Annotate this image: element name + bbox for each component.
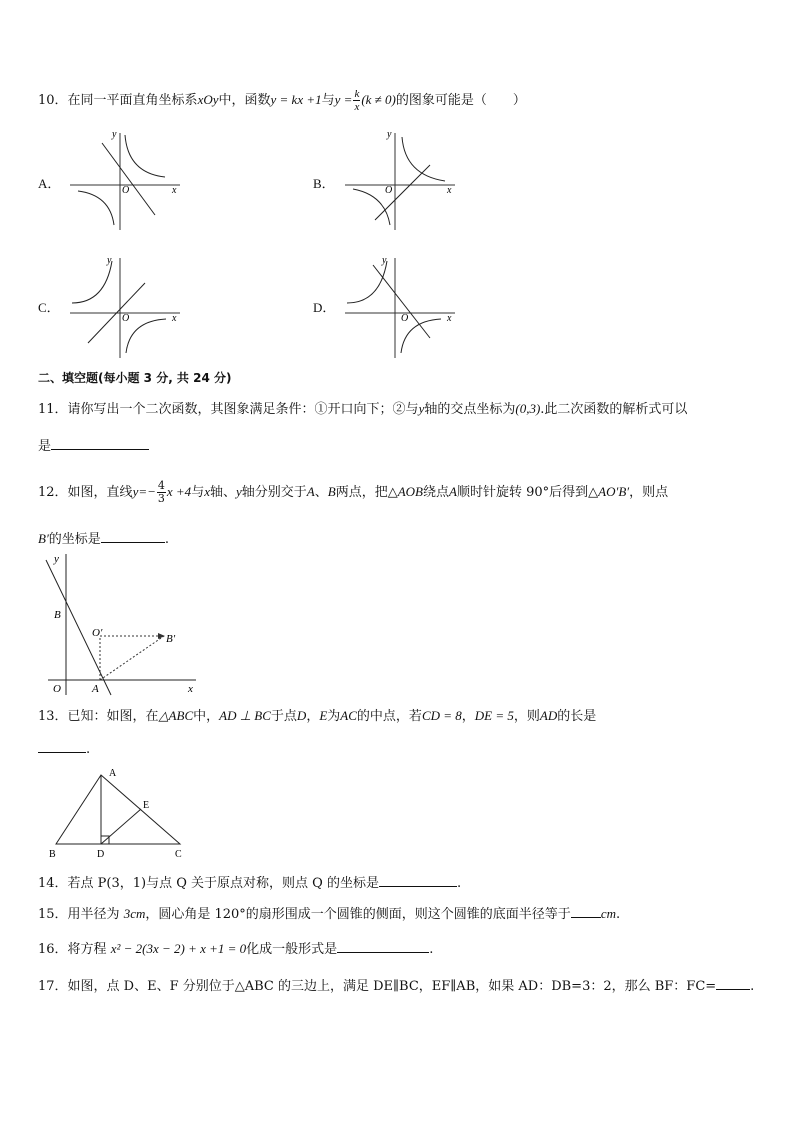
question-number: 16． <box>38 942 68 957</box>
svg-text:x: x <box>447 313 452 324</box>
fraction-k-over-x: $\frac{k}{x}$ <box>354 88 360 113</box>
question-number: 10． <box>38 93 68 108</box>
question-12-figure <box>38 550 208 700</box>
question-number: 14． <box>38 876 68 891</box>
question-17-stem: 17．如图，点 D、E、F 分别位于△ABC 的三边上，满足 DE∥BC，EF∥AB，如果 AD：DB=3：2，那么 BF：FC= . <box>38 979 755 994</box>
option-d-label: D． <box>313 300 336 315</box>
coordinate-system: xOy <box>197 92 219 107</box>
fraction-four-thirds: $\frac{4}{3}$ <box>157 479 165 505</box>
question-number: 13． <box>38 709 68 724</box>
svg-text:B: B <box>49 849 56 860</box>
svg-text:B′: B′ <box>166 633 176 645</box>
svg-text:O: O <box>122 185 130 196</box>
svg-text:A: A <box>92 683 99 695</box>
svg-text:O: O <box>122 313 130 324</box>
svg-text:O′: O′ <box>92 627 103 639</box>
answer-blank[interactable] <box>51 437 149 450</box>
svg-text:B: B <box>54 609 61 621</box>
option-b-graph <box>335 125 465 235</box>
svg-text:x: x <box>172 185 177 196</box>
answer-blank[interactable] <box>716 977 750 990</box>
question-11-stem: 11．请你写出一个二次函数，其图象满足条件：①开口向下；②与y轴的交点坐标为(0,3).此二次函数的解析式可以 <box>38 401 688 417</box>
question-13-figure <box>40 762 200 862</box>
svg-text:x: x <box>447 185 452 196</box>
option-a-graph <box>60 125 190 235</box>
answer-blank[interactable] <box>101 530 165 543</box>
question-number: 15． <box>38 907 68 922</box>
option-b-label: B． <box>313 176 335 191</box>
question-15-stem: 15．用半径为 3cm，圆心角是 120°的扇形围成一个圆锥的侧面，则这个圆锥的底面半径等于 cm. <box>38 906 621 922</box>
svg-text:y: y <box>54 553 59 565</box>
question-16-stem: 16．将方程 x² − 2(3x − 2) + x +1 = 0化成一般形式是 . <box>38 941 434 957</box>
question-number: 17． <box>38 979 68 994</box>
svg-text:E: E <box>143 800 150 811</box>
svg-text:C: C <box>175 849 182 860</box>
option-c-label: C． <box>38 300 60 315</box>
svg-text:y: y <box>107 255 112 266</box>
svg-text:A: A <box>109 768 117 779</box>
svg-text:O: O <box>401 313 409 324</box>
svg-text:O: O <box>53 683 61 695</box>
linear-function: y = kx +1 <box>270 92 322 107</box>
option-d-graph <box>335 253 465 363</box>
section-heading: 二、填空题(每小题 3 分, 共 24 分) <box>38 371 232 385</box>
svg-text:O: O <box>385 185 393 196</box>
svg-text:x: x <box>172 313 177 324</box>
answer-blank[interactable] <box>38 740 86 753</box>
question-number: 11． <box>38 402 68 417</box>
svg-text:y: y <box>387 129 392 140</box>
svg-text:x: x <box>188 683 193 695</box>
question-12-answer-line: B′的坐标是 . <box>38 531 169 547</box>
option-c-graph <box>60 253 190 363</box>
question-14-stem: 14．若点 P(3，1)与点 Q 关于原点对称，则点 Q 的坐标是 . <box>38 876 462 891</box>
answer-blank[interactable] <box>337 940 429 953</box>
question-11-answer-line: 是 <box>38 437 149 456</box>
equation: x² − 2(3x − 2) + x +1 = 0 <box>110 941 247 956</box>
question-number: 12． <box>38 485 68 500</box>
svg-text:D: D <box>97 849 105 860</box>
option-a-label: A． <box>38 176 61 191</box>
question-12-stem: 12．如图，直线y=− $\frac{4}{3}$ x +4与x轴、y轴分别交于A、B两点，把△AOB绕点A顺时针旋转 90°后得到△AO′B′，则点 <box>38 479 669 505</box>
question-10-stem: 10．在同一平面直角坐标系xOy中，函数y = kx +1与y = $\frac{k}{x}$ (k ≠ 0)的图象可能是（ ） <box>38 88 526 113</box>
question-13-answer-line: . <box>38 740 90 759</box>
svg-text:y: y <box>112 129 117 140</box>
answer-blank[interactable] <box>571 905 601 918</box>
answer-blank[interactable] <box>379 874 457 887</box>
svg-text:y: y <box>382 255 387 266</box>
question-13-stem: 13．已知：如图，在△ABC中，AD ⊥ BC于点D，E为AC的中点，若CD = 8，DE = 5，则AD的长是 <box>38 708 597 724</box>
